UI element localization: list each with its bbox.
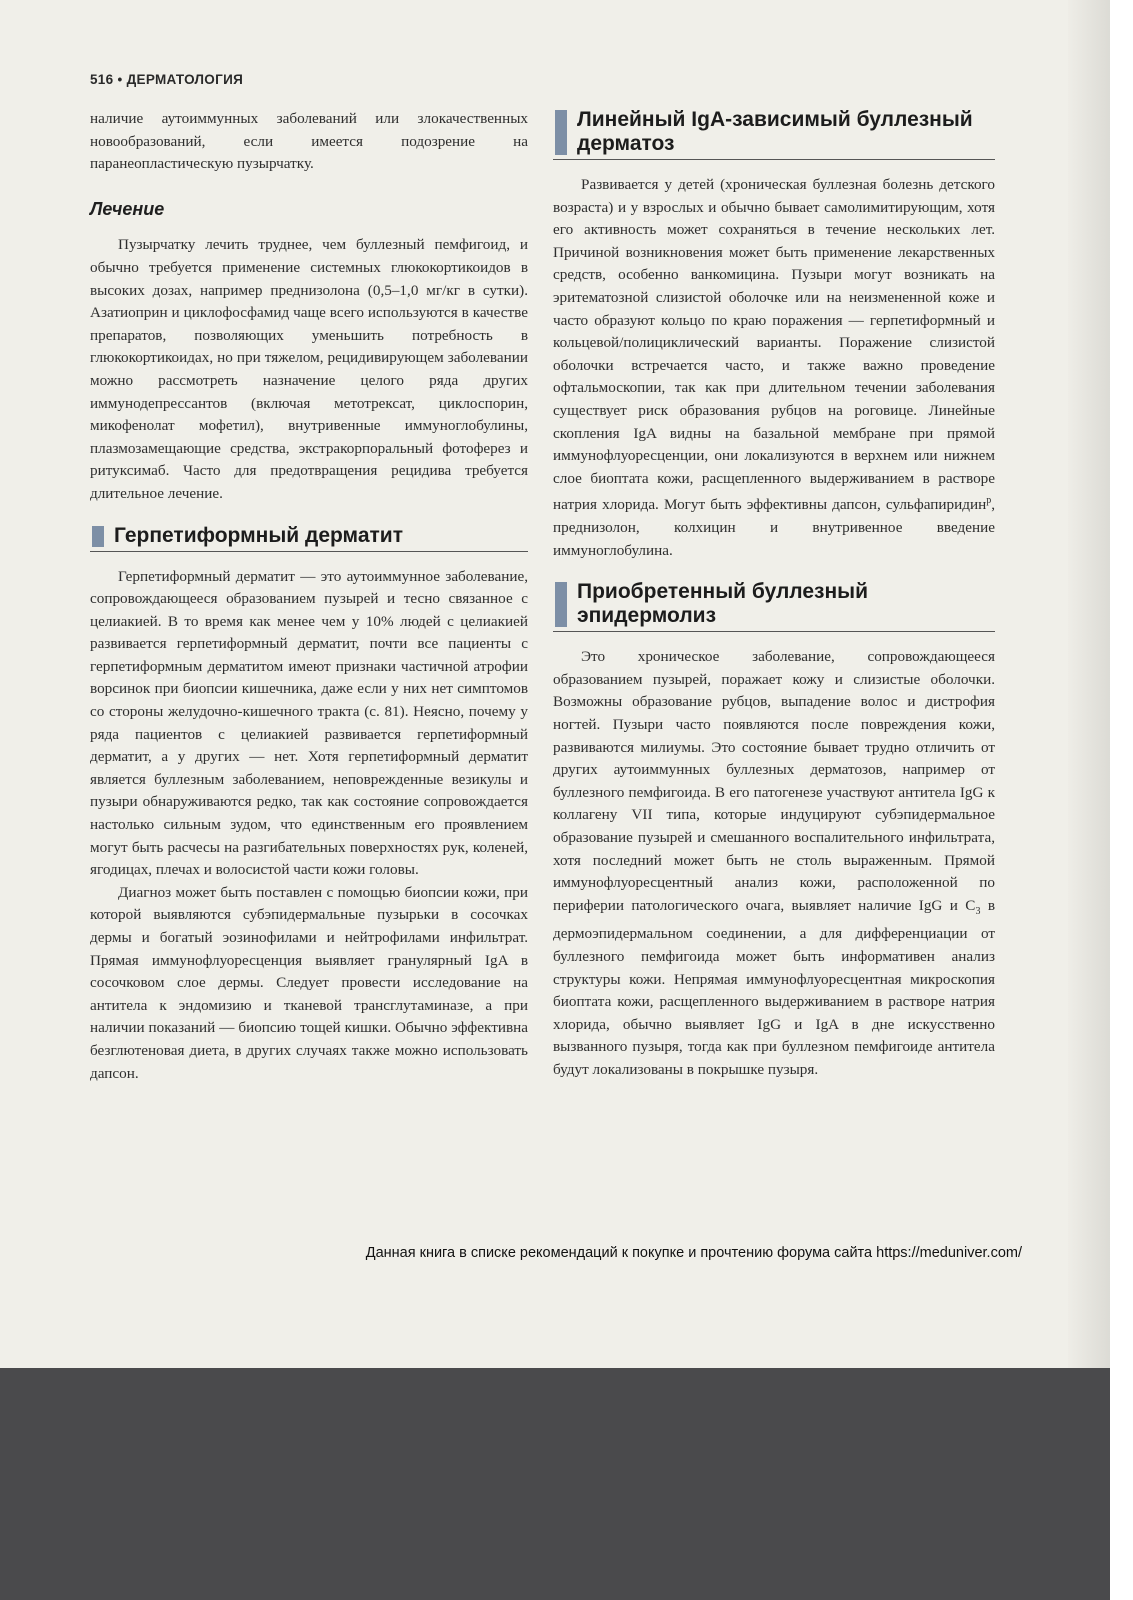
running-header [90, 72, 243, 87]
footer-note: Данная книга в списке рекомендаций к покупке и прочтению форума сайта https://meduniver.com/ [365, 1245, 1022, 1261]
iga-paragraph-text-b: , преднизолон, колхицин и внутривенное введение иммуноглобулина. [553, 496, 995, 559]
eba-paragraph [553, 646, 995, 1081]
eba-heading-text: Приобретенный буллезный эпидермолиз [577, 580, 869, 628]
iga-heading-text: Линейный IgA-зависимый буллезный дерматоз [577, 108, 973, 155]
right-column [553, 108, 995, 1081]
footnote-mark: р [986, 495, 992, 507]
treatment-paragraph: Пузырчатку лечить труднее, чем буллезный пемфигоид, и обычно требуется применение системных глюкокортикоидов в высоких дозах, например преднизолона (0,5–1,0 мг/кг в сутки). Азатиоприн и циклофосфамид чаще всего используются в качестве препаратов, позволяющих уменьшить потребность в глюкокортикоидах, но при тяжелом, рецидивирующем заболевании можно рассмотреть назначение целого ряда других иммунодепрессантов (включая метотрексат, циклоспорин, микофенолат мофетил), внутривенные иммуноглобулины, плазмозамещающие средства, экстракорпоральный фотоферез и ритуксимаб. Часто для предотвращения рецидива требуется длительное лечение. [90, 236, 528, 502]
page-number: 516 [90, 72, 114, 87]
eba-paragraph-text-a: Это хроническое заболевание, сопровождающееся образованием пузырей, поражает кожу и слизистые оболочки. Возможны образование рубцов, выпадение волос и дистрофия ногтей. Пузыри часто появляются после повреждения кожи, развиваются милиумы. Это состояние бывает трудно отличить от других аутоиммунных буллезных дерматозов, например от буллезного пемфигоида. В его патогенезе участвуют антитела IgG к коллагену VII типа, которые индуцируют субэпидермальное образование пузырей и смешанного воспалительного инфильтрата, хотя последний может быть не столь выраженным. Прямой иммунофлуоресцентный анализ кожи, расположенной по периферии патологического очага, выявляет наличие IgG и C [553, 648, 995, 914]
dh-paragraph-2: Диагноз может быть поставлен с помощью биопсии кожи, при которой выявляются субэпидермальные пузырьки в сосочках дермы и богатый эозинофилами и нейтрофилами инфильтрат. Прямая иммунофлуоресценция выявляет гранулярный IgA в сосочковом слое дермы. Следует провести исследование на антитела к эндомизию и тканевой трансглутаминазе, а при наличии показаний — биопсию тощей кишки. Обычно эффективна безглютеновая диета, в других случаях также можно использовать дапсон. [90, 883, 528, 1082]
running-title: ДЕРМАТОЛОГИЯ [126, 72, 244, 87]
treatment-heading: Лечение [90, 198, 165, 219]
iga-paragraph [553, 174, 995, 562]
page-edge-shadow [1068, 0, 1110, 1368]
iga-section-heading [553, 108, 995, 160]
intro-paragraph: наличие аутоиммунных заболеваний или злокачественных новообразований, если имеется подозрение на паранеопластическую пузырчатку. [90, 110, 528, 173]
iga-paragraph-text-a: Развивается у детей (хроническая буллезная болезнь детского возраста) и у взрослых и обычно бывает самолимитирующим, хотя его активность может сохраняться в течение нескольких лет. Причиной возникновения может быть применение лекарственных средств, особенно ванкомицина. Пузыри могут возникать на эритематозной слизистой оболочке или на неизмененной коже и часто образуют кольцо по краю поражения — герпетиформный и кольцевой/полициклический варианты. Поражение слизистой оболочки встречается часто, и также важно проведение офтальмоскопии, так как при длительном течении заболевания существует риск образования рубцов на роговице. Линейные скопления IgA видны на базальной мембране при прямой иммунофлуоресценции, они локализуются в верхнем или нижнем слое биоптата кожи, расщепленного выдерживанием в растворе натрия хлорида. Могут быть эффективны дапсон, сульфапиридин [553, 176, 995, 514]
eba-section-heading [553, 580, 995, 632]
complement-subscript: 3 [975, 905, 981, 917]
dh-section-heading [90, 524, 528, 552]
dh-heading-text: Герпетиформный дерматит [114, 523, 403, 547]
header-separator: • [117, 72, 123, 87]
eba-paragraph-text-b: в дермоэпидермальном соединении, а для дифференциации от буллезного пемфигоида может быть информативен анализ структуры кожи. Непрямая иммунофлуоресцентная микроскопия биоптата кожи, расщепленного выдерживанием в растворе натрия хлорида, обычно выявляет IgG и IgA в дне искусственно вызванного пузыря, тогда как при буллезном пемфигоиде антитела будут локализованы в покрышке пузыря. [553, 896, 995, 1078]
dh-paragraph-1: Герпетиформный дерматит — это аутоиммунное заболевание, сопровождающееся образованием пузырей и тесно связанное с целиакией. В то время как менее чем у 10% людей с целиакией развивается герпетиформный дерматит, почти все пациенты с герпетиформным дерматитом имеют признаки частичной атрофии ворсинок при биопсии кишечника, даже если у них нет симптомов со стороны желудочно-кишечного тракта (с. 81). Неясно, почему у ряда пациентов с целиакией развивается герпетиформный дерматит, а у других — нет. Хотя герпетиформный дерматит является буллезным заболеванием, неповрежденные везикулы и пузыри обнаруживаются редко, так как состояние сопровождается настолько сильным зудом, что единственным его проявлением могут быть расчесы на разгибательных поверхностях рук, коленей, ягодицах, плечах и волосистой части кожи головы. [90, 567, 528, 879]
left-column [90, 108, 528, 1085]
scan-background [0, 1368, 1110, 1600]
